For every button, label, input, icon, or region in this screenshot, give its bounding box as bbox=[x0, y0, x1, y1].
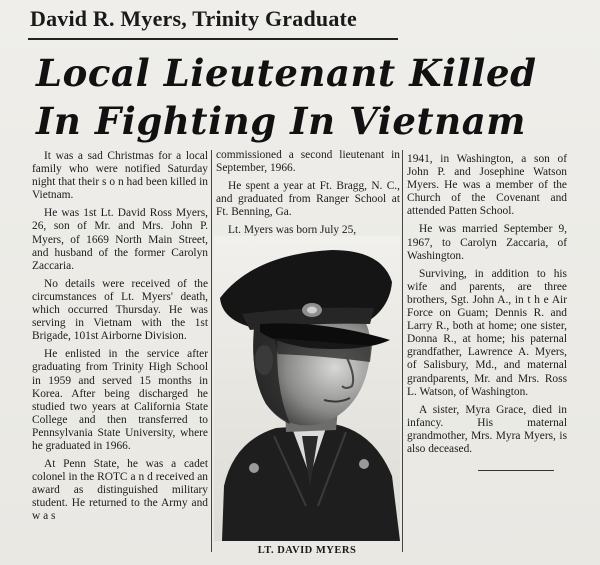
article-paragraph: At Penn State, he was a cadet colonel in the ROTC a n d received an award as distinguished military student. He returned to the Army and w a s bbox=[32, 458, 208, 523]
article-paragraph: 1941, in Washington, a son of John P. and Josephine Watson Myers. He was a member of the Church of the Covenant and attended Patten School. bbox=[407, 153, 567, 218]
article-paragraph: It was a sad Christmas for a local family who were notified Saturday night that their s o n had been killed in Vietnam. bbox=[32, 150, 208, 202]
article-paragraph: A sister, Myra Grace, died in infancy. His maternal grandmother, Mrs. Myra Myers, is also deceased. bbox=[407, 403, 567, 455]
article-paragraph: He enlisted in the service after graduating from Trinity High School in 1959 and served 15 months in Korea. After being discharged he studied two years at California State College and then transferred to Pennsylvania State University, where he graduated in 1966. bbox=[32, 348, 208, 452]
portrait-photo bbox=[214, 236, 400, 541]
article-end-rule bbox=[478, 470, 554, 471]
column-divider bbox=[402, 150, 403, 552]
headline-line-1: Local Lieutenant Killed bbox=[36, 51, 537, 95]
column-divider bbox=[211, 150, 212, 552]
article-column-1 bbox=[32, 150, 208, 529]
article-paragraph: He was 1st Lt. David Ross Myers, 26, son of Mr. and Mrs. John P. Myers, of 1669 North Main Street, and husband of the former Carolyn Zaccaria. bbox=[32, 207, 208, 272]
article-paragraph: He spent a year at Ft. Bragg, N. C., and graduated from Ranger School at Ft. Benning, Ga. bbox=[216, 180, 400, 219]
article-paragraph: Surviving, in addition to his wife and parents, are three brothers, Sgt. John A., in t h e Air Force on Guam; Dennis R. and Larry R., both at home; one sister, Donna R., at home; his paternal grandfather, Lawrence A. Myers, of Salisbury, Md., and maternal grandparents, Mr. and Mrs. Ross L. Watson, of Washington. bbox=[407, 267, 567, 398]
photo-caption: LT. DAVID MYERS bbox=[257, 545, 357, 556]
kicker-underline bbox=[28, 38, 398, 40]
article-column-2 bbox=[216, 149, 400, 243]
article-column-3 bbox=[407, 153, 567, 461]
article-paragraph: commissioned a second lieutenant in September, 1966. bbox=[216, 149, 400, 175]
soldier-portrait-image bbox=[214, 236, 400, 541]
headline-line-2: In Fighting In Vietnam bbox=[36, 99, 527, 143]
article-paragraph: Lt. Myers was born July 25, bbox=[228, 224, 357, 237]
article-paragraph: He was married September 9, 1967, to Carolyn Zaccaria, of Washington. bbox=[407, 223, 567, 262]
kicker-headline: David R. Myers, Trinity Graduate bbox=[30, 6, 358, 31]
article-paragraph: No details were received of the circumstances of Lt. Myers' death, which occurred Thursday. He was serving in Vietnam with the 1st Brigade, 101st Airborne Division. bbox=[32, 277, 208, 343]
